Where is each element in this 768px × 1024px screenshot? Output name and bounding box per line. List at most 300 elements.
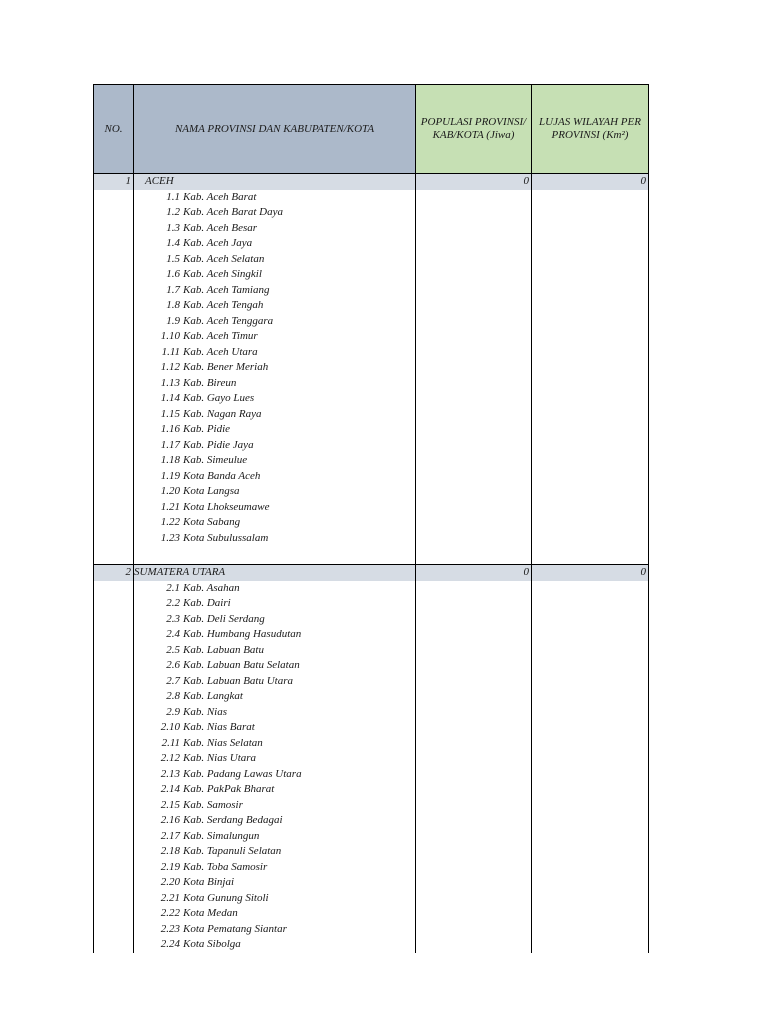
sub-luas-cell [532, 252, 649, 268]
sub-number: 1.19 [160, 469, 180, 482]
list-item [94, 407, 649, 423]
sub-no-cell [94, 829, 134, 845]
sub-populasi-cell [416, 484, 532, 500]
sub-luas-cell [532, 736, 649, 752]
list-item [94, 643, 649, 659]
sub-no-cell [94, 453, 134, 469]
sub-luas-cell [532, 484, 649, 500]
sub-luas-cell [532, 581, 649, 597]
sub-no-cell [94, 875, 134, 891]
sub-no-cell [94, 643, 134, 659]
sub-number: 1.8 [166, 299, 180, 312]
sub-luas-cell [532, 627, 649, 643]
province-name: SUMATERA UTARA [134, 565, 416, 581]
sub-no-cell [94, 581, 134, 597]
sub-number: 1.13 [160, 376, 180, 389]
sub-name-cell [134, 422, 416, 438]
sub-no-cell [94, 844, 134, 860]
sub-number: 1.7 [166, 283, 180, 296]
sub-name: Kab. Aceh Tenggara [183, 314, 274, 327]
sub-populasi-cell [416, 627, 532, 643]
sub-no-cell [94, 782, 134, 798]
sub-name: Kab. Aceh Tamiang [183, 283, 270, 296]
sub-luas-cell [532, 596, 649, 612]
sub-populasi-cell [416, 314, 532, 330]
list-item [94, 236, 649, 252]
list-item [94, 922, 649, 938]
list-item [94, 469, 649, 485]
sub-name: Kab. Aceh Tengah [183, 299, 264, 312]
province-table [93, 84, 649, 953]
sub-number: 2.11 [161, 736, 180, 749]
sub-name: Kab. Aceh Barat Daya [183, 206, 284, 219]
sub-name: Kota Sibolga [183, 938, 241, 951]
sub-number: 1.15 [160, 407, 180, 420]
sub-name: Kab. Simeulue [183, 454, 248, 467]
sub-number: 1.17 [160, 438, 180, 451]
sub-name-cell [134, 267, 416, 283]
sub-no-cell [94, 612, 134, 628]
sub-name: Kab. Labuan Batu Utara [183, 674, 294, 687]
sub-luas-cell [532, 643, 649, 659]
sub-populasi-cell [416, 531, 532, 547]
sub-populasi-cell [416, 922, 532, 938]
sub-luas-cell [532, 205, 649, 221]
sub-number: 1.3 [166, 221, 180, 234]
sub-number: 1.6 [166, 268, 180, 281]
sub-name-cell [134, 813, 416, 829]
sub-luas-cell [532, 612, 649, 628]
sub-luas-cell [532, 751, 649, 767]
sub-luas-cell [532, 531, 649, 547]
sub-number: 2.10 [160, 721, 180, 734]
sub-no-cell [94, 736, 134, 752]
sub-name: Kab. Pidie Jaya [183, 438, 254, 451]
sub-luas-cell [532, 798, 649, 814]
sub-name-cell [134, 798, 416, 814]
sub-number: 2.19 [160, 860, 180, 873]
sub-populasi-cell [416, 596, 532, 612]
sub-populasi-cell [416, 875, 532, 891]
sub-luas-cell [532, 438, 649, 454]
sub-name: Kota Subulussalam [183, 531, 269, 544]
sub-number: 2.15 [160, 798, 180, 811]
province-no: 1 [94, 174, 134, 190]
sub-name-cell [134, 844, 416, 860]
sub-luas-cell [532, 891, 649, 907]
sub-populasi-cell [416, 236, 532, 252]
list-item [94, 298, 649, 314]
sub-no-cell [94, 345, 134, 361]
sub-luas-cell [532, 515, 649, 531]
sub-luas-cell [532, 829, 649, 845]
sub-populasi-cell [416, 906, 532, 922]
list-item [94, 283, 649, 299]
sub-no-cell [94, 407, 134, 423]
sub-name-cell [134, 345, 416, 361]
sub-populasi-cell [416, 813, 532, 829]
list-item [94, 937, 649, 953]
sub-name-cell [134, 891, 416, 907]
sub-name: Kab. Deli Serdang [183, 612, 265, 625]
sub-name-cell [134, 205, 416, 221]
sub-name-cell [134, 515, 416, 531]
sub-no-cell [94, 860, 134, 876]
sub-luas-cell [532, 267, 649, 283]
sub-populasi-cell [416, 581, 532, 597]
list-item [94, 581, 649, 597]
sub-populasi-cell [416, 360, 532, 376]
sub-no-cell [94, 720, 134, 736]
list-item [94, 329, 649, 345]
sub-populasi-cell [416, 407, 532, 423]
list-item [94, 612, 649, 628]
province-row [94, 565, 649, 581]
sub-luas-cell [532, 500, 649, 516]
sub-luas-cell [532, 221, 649, 237]
sub-name: Kab. Bener Meriah [183, 361, 269, 374]
sub-luas-cell [532, 844, 649, 860]
sub-no-cell [94, 937, 134, 953]
spacer-cell [94, 546, 134, 565]
sub-populasi-cell [416, 329, 532, 345]
sub-populasi-cell [416, 720, 532, 736]
sub-name-cell [134, 438, 416, 454]
sub-no-cell [94, 596, 134, 612]
sub-name-cell [134, 329, 416, 345]
list-item [94, 221, 649, 237]
sub-name-cell [134, 391, 416, 407]
sub-luas-cell [532, 190, 649, 206]
sub-no-cell [94, 221, 134, 237]
sub-name: Kab. Aceh Timur [183, 330, 258, 343]
sub-no-cell [94, 298, 134, 314]
sub-luas-cell [532, 674, 649, 690]
sub-populasi-cell [416, 391, 532, 407]
sub-name-cell [134, 500, 416, 516]
sub-name: Kab. Labuan Batu [183, 643, 264, 656]
sub-name: Kota Binjai [183, 876, 235, 889]
sub-name: Kab. Gayo Lues [183, 392, 255, 405]
header-no: NO. [94, 85, 134, 174]
sub-name: Kab. Tapanuli Selatan [183, 845, 282, 858]
sub-no-cell [94, 391, 134, 407]
sub-no-cell [94, 314, 134, 330]
list-item [94, 531, 649, 547]
sub-number: 2.4 [166, 628, 180, 641]
sub-populasi-cell [416, 283, 532, 299]
sub-name: Kota Pematang Siantar [183, 922, 287, 935]
sub-luas-cell [532, 453, 649, 469]
sub-populasi-cell [416, 267, 532, 283]
sub-name-cell [134, 360, 416, 376]
sub-no-cell [94, 531, 134, 547]
sub-name: Kab. Aceh Singkil [183, 268, 262, 281]
sub-no-cell [94, 267, 134, 283]
sub-number: 1.14 [160, 392, 180, 405]
sub-name-cell [134, 922, 416, 938]
sub-luas-cell [532, 705, 649, 721]
sub-no-cell [94, 252, 134, 268]
sub-name-cell [134, 705, 416, 721]
sub-name: Kab. Aceh Selatan [183, 252, 265, 265]
sub-no-cell [94, 376, 134, 392]
sub-number: 1.2 [166, 206, 180, 219]
sub-number: 1.18 [160, 454, 180, 467]
sub-no-cell [94, 515, 134, 531]
sub-name-cell [134, 751, 416, 767]
sub-name-cell [134, 252, 416, 268]
sub-name: Kab. Samosir [183, 798, 243, 811]
sub-luas-cell [532, 329, 649, 345]
sub-name: Kota Banda Aceh [183, 469, 261, 482]
sub-name: Kab. Aceh Jaya [183, 237, 253, 250]
sub-name: Kab. Aceh Besar [183, 221, 258, 234]
sub-name-cell [134, 674, 416, 690]
sub-number: 2.13 [160, 767, 180, 780]
sub-number: 1.20 [160, 485, 180, 498]
sub-no-cell [94, 674, 134, 690]
list-item [94, 345, 649, 361]
sub-luas-cell [532, 283, 649, 299]
list-item [94, 906, 649, 922]
list-item [94, 376, 649, 392]
sub-name-cell [134, 469, 416, 485]
sub-name: Kab. Pidie [183, 423, 231, 436]
header-luas: LUJAS WILAYAH PER PROVINSI (Km²) [532, 85, 649, 174]
list-item [94, 720, 649, 736]
sub-number: 1.5 [166, 252, 180, 265]
sub-name: Kota Gunung Sitoli [183, 891, 269, 904]
sub-number: 1.11 [161, 345, 180, 358]
sub-populasi-cell [416, 205, 532, 221]
sub-number: 2.8 [166, 690, 180, 703]
sub-number: 2.5 [166, 643, 180, 656]
sub-name: Kab. Nagan Raya [183, 407, 262, 420]
table-body [94, 174, 649, 953]
sub-luas-cell [532, 658, 649, 674]
sub-name: Kota Medan [183, 907, 238, 920]
list-item [94, 658, 649, 674]
sub-number: 2.2 [166, 597, 180, 610]
sub-name-cell [134, 736, 416, 752]
sub-name: Kab. Labuan Batu Selatan [183, 659, 300, 672]
sub-populasi-cell [416, 422, 532, 438]
sub-name-cell [134, 643, 416, 659]
sub-number: 2.3 [166, 612, 180, 625]
sub-luas-cell [532, 376, 649, 392]
sub-populasi-cell [416, 453, 532, 469]
sub-luas-cell [532, 422, 649, 438]
sub-name-cell [134, 407, 416, 423]
sub-number: 2.12 [160, 752, 180, 765]
list-item [94, 190, 649, 206]
sub-populasi-cell [416, 298, 532, 314]
sub-no-cell [94, 438, 134, 454]
sub-luas-cell [532, 469, 649, 485]
sub-name: Kab. Aceh Barat [183, 190, 257, 203]
sub-name: Kab. Nias Barat [183, 721, 255, 734]
sub-luas-cell [532, 298, 649, 314]
sub-name: Kab. Nias [183, 705, 228, 718]
sub-number: 2.9 [166, 705, 180, 718]
sub-no-cell [94, 329, 134, 345]
sub-name: Kab. Padang Lawas Utara [183, 767, 302, 780]
province-luas: 0 [532, 174, 649, 190]
sub-name: Kab. Simalungun [183, 829, 260, 842]
sub-populasi-cell [416, 612, 532, 628]
sub-populasi-cell [416, 937, 532, 953]
sub-populasi-cell [416, 376, 532, 392]
list-item [94, 767, 649, 783]
sub-name-cell [134, 376, 416, 392]
list-item [94, 736, 649, 752]
sub-no-cell [94, 627, 134, 643]
list-item [94, 782, 649, 798]
sub-populasi-cell [416, 643, 532, 659]
sub-no-cell [94, 906, 134, 922]
sub-no-cell [94, 705, 134, 721]
list-item [94, 798, 649, 814]
list-item [94, 267, 649, 283]
sub-name-cell [134, 937, 416, 953]
sub-luas-cell [532, 720, 649, 736]
province-populasi: 0 [416, 565, 532, 581]
sub-no-cell [94, 500, 134, 516]
sub-populasi-cell [416, 782, 532, 798]
sub-luas-cell [532, 813, 649, 829]
sub-no-cell [94, 469, 134, 485]
province-row [94, 174, 649, 190]
sub-name-cell [134, 484, 416, 500]
sub-populasi-cell [416, 844, 532, 860]
sub-name-cell [134, 860, 416, 876]
sub-number: 2.14 [160, 783, 180, 796]
sub-name-cell [134, 283, 416, 299]
sub-populasi-cell [416, 469, 532, 485]
sub-no-cell [94, 798, 134, 814]
sub-name: Kab. Asahan [183, 581, 240, 594]
sub-populasi-cell [416, 252, 532, 268]
list-item [94, 205, 649, 221]
sub-name: Kota Langsa [183, 485, 240, 498]
sub-no-cell [94, 689, 134, 705]
sub-luas-cell [532, 767, 649, 783]
sub-no-cell [94, 658, 134, 674]
sub-name-cell [134, 829, 416, 845]
spreadsheet-page [93, 84, 648, 953]
spacer-row [94, 546, 649, 565]
sub-populasi-cell [416, 705, 532, 721]
list-item [94, 627, 649, 643]
sub-name: Kota Lhokseumawe [183, 500, 270, 513]
sub-populasi-cell [416, 751, 532, 767]
sub-no-cell [94, 190, 134, 206]
sub-number: 2.23 [160, 922, 180, 935]
sub-populasi-cell [416, 798, 532, 814]
list-item [94, 252, 649, 268]
sub-populasi-cell [416, 860, 532, 876]
sub-populasi-cell [416, 500, 532, 516]
sub-name-cell [134, 236, 416, 252]
list-item [94, 314, 649, 330]
sub-name-cell [134, 627, 416, 643]
sub-luas-cell [532, 345, 649, 361]
sub-name-cell [134, 596, 416, 612]
list-item [94, 515, 649, 531]
header-name: NAMA PROVINSI DAN KABUPATEN/KOTA [134, 85, 416, 174]
list-item [94, 391, 649, 407]
list-item [94, 360, 649, 376]
sub-number: 1.22 [160, 516, 180, 529]
sub-name-cell [134, 689, 416, 705]
sub-no-cell [94, 360, 134, 376]
list-item [94, 689, 649, 705]
sub-number: 1.21 [160, 500, 180, 513]
list-item [94, 891, 649, 907]
list-item [94, 844, 649, 860]
sub-number: 1.9 [166, 314, 180, 327]
sub-number: 2.21 [160, 891, 180, 904]
sub-no-cell [94, 422, 134, 438]
sub-luas-cell [532, 922, 649, 938]
sub-name: Kab. Toba Samosir [183, 860, 268, 873]
province-name: ACEH [134, 174, 416, 190]
sub-name-cell [134, 767, 416, 783]
sub-number: 2.6 [166, 659, 180, 672]
sub-no-cell [94, 283, 134, 299]
sub-name: Kab. Dairi [183, 597, 231, 610]
sub-populasi-cell [416, 221, 532, 237]
sub-number: 1.10 [160, 330, 180, 343]
sub-number: 2.20 [160, 876, 180, 889]
sub-luas-cell [532, 689, 649, 705]
sub-luas-cell [532, 236, 649, 252]
spacer-cell [532, 546, 649, 565]
list-item [94, 813, 649, 829]
list-item [94, 829, 649, 845]
list-item [94, 705, 649, 721]
sub-number: 1.1 [166, 190, 180, 203]
sub-no-cell [94, 813, 134, 829]
list-item [94, 875, 649, 891]
sub-luas-cell [532, 860, 649, 876]
province-luas: 0 [532, 565, 649, 581]
sub-name: Kab. Humbang Hasudutan [183, 628, 302, 641]
sub-name-cell [134, 531, 416, 547]
sub-populasi-cell [416, 891, 532, 907]
sub-populasi-cell [416, 674, 532, 690]
sub-name: Kab. Langkat [183, 690, 243, 703]
province-populasi: 0 [416, 174, 532, 190]
list-item [94, 422, 649, 438]
sub-name: Kab. Serdang Bedagai [183, 814, 283, 827]
sub-no-cell [94, 751, 134, 767]
sub-populasi-cell [416, 658, 532, 674]
sub-number: 1.4 [166, 237, 180, 250]
header-populasi: POPULASI PROVINSI/ KAB/KOTA (Jiwa) [416, 85, 532, 174]
sub-name-cell [134, 782, 416, 798]
sub-populasi-cell [416, 438, 532, 454]
sub-populasi-cell [416, 829, 532, 845]
sub-populasi-cell [416, 190, 532, 206]
sub-number: 2.7 [166, 674, 180, 687]
sub-luas-cell [532, 360, 649, 376]
sub-number: 2.18 [160, 845, 180, 858]
sub-name-cell [134, 658, 416, 674]
sub-luas-cell [532, 937, 649, 953]
sub-name-cell [134, 190, 416, 206]
